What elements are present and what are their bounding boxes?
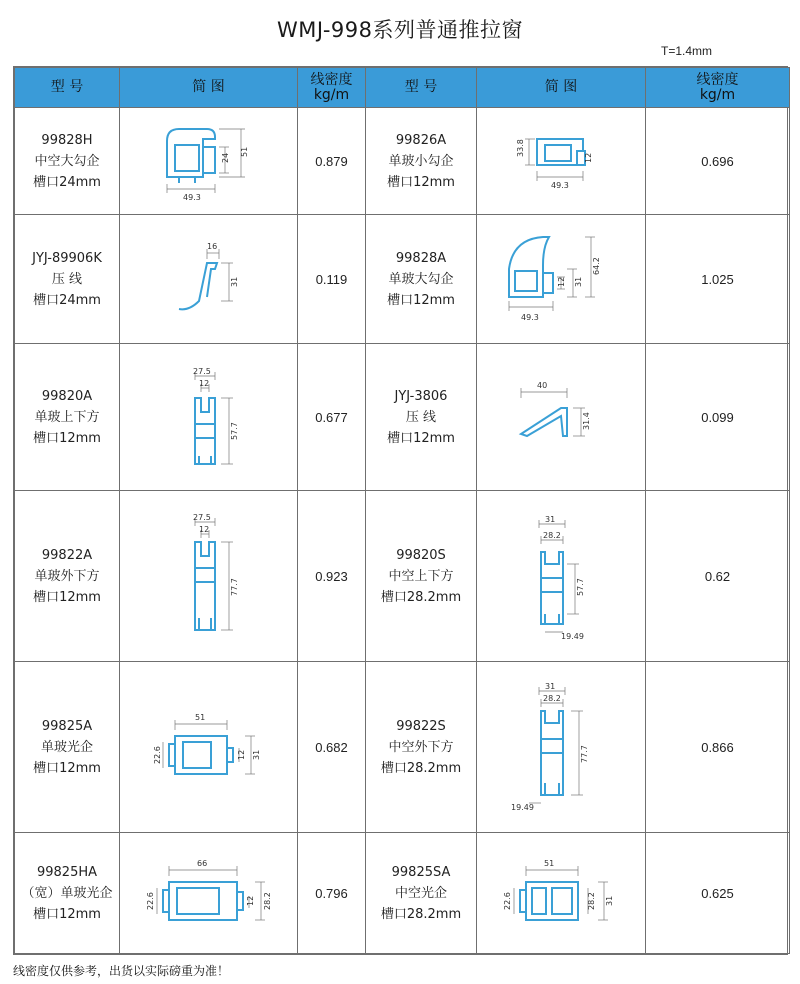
model-slot: 槽口28.2mm bbox=[380, 589, 462, 605]
dim-label: 51 bbox=[239, 147, 249, 158]
model-cell bbox=[366, 344, 477, 491]
dim-label: 12 bbox=[557, 277, 566, 288]
model-slot: 槽口24mm bbox=[33, 174, 101, 190]
dim-label: 31 bbox=[251, 750, 261, 761]
profile-drawing bbox=[477, 662, 646, 833]
model-cell bbox=[15, 344, 120, 491]
profile-99825A-drawing bbox=[149, 702, 269, 792]
model-name: 单玻小勾企 bbox=[388, 153, 454, 169]
model-code: JYJ-89906K bbox=[32, 250, 102, 266]
profile-drawing bbox=[120, 344, 298, 491]
profile-drawing bbox=[477, 108, 646, 215]
model-slot: 槽口28.2mm bbox=[380, 906, 462, 922]
profile-99828A-drawing bbox=[491, 231, 631, 327]
dim-label: 33.8 bbox=[516, 139, 525, 158]
model-code: 99820S bbox=[396, 547, 446, 563]
profile-99820S-drawing bbox=[501, 512, 621, 640]
dim-label: 12 bbox=[236, 750, 246, 761]
model-code: 99820A bbox=[41, 388, 93, 404]
table-row bbox=[15, 833, 790, 954]
dim-label: 31 bbox=[574, 277, 583, 288]
density-value: 0.923 bbox=[298, 491, 366, 662]
model-code: JYJ-3806 bbox=[394, 388, 448, 404]
footnote: 线密度仅供参考，出货以实际磅重为准！ bbox=[13, 964, 230, 978]
dim-label: 49.3 bbox=[521, 313, 539, 323]
model-slot: 槽口12mm bbox=[387, 292, 455, 308]
header-density: 线密度 kg/m bbox=[646, 68, 790, 108]
dim-label: 28.2 bbox=[262, 892, 272, 911]
dim-label: 16 bbox=[206, 242, 217, 252]
dim-label: 77.7 bbox=[229, 578, 239, 597]
dim-label: 40 bbox=[537, 381, 548, 391]
dim-label: 57.7 bbox=[229, 422, 239, 441]
dim-label: 22.6 bbox=[145, 892, 155, 911]
profile-drawing bbox=[120, 108, 298, 215]
model-name: 压 线 bbox=[51, 271, 83, 287]
header-density: 线密度 kg/m bbox=[298, 68, 366, 108]
profile-99825HA-drawing bbox=[139, 848, 279, 938]
model-name: 中空光企 bbox=[394, 885, 447, 901]
model-cell bbox=[15, 215, 120, 344]
density-value: 0.866 bbox=[646, 662, 790, 833]
dim-label: 51 bbox=[544, 859, 555, 869]
dim-label: 12 bbox=[198, 525, 209, 535]
model-name: 单玻上下方 bbox=[34, 409, 100, 425]
dim-label: 31 bbox=[545, 683, 556, 692]
profile-JYJ-3806-drawing bbox=[501, 372, 621, 462]
density-value: 0.625 bbox=[646, 833, 790, 954]
model-slot: 槽口12mm bbox=[33, 760, 101, 776]
dim-label: 22.6 bbox=[503, 892, 512, 911]
table-row bbox=[15, 491, 790, 662]
header-model: 型 号 bbox=[366, 68, 477, 108]
dim-label: 31.4 bbox=[582, 412, 591, 431]
model-cell bbox=[366, 662, 477, 833]
table-row bbox=[15, 344, 790, 491]
dim-label: 64.2 bbox=[592, 257, 601, 276]
model-cell bbox=[366, 833, 477, 954]
model-slot: 槽口12mm bbox=[387, 430, 455, 446]
dim-label: 12 bbox=[198, 379, 209, 389]
model-cell bbox=[15, 108, 120, 215]
wall-thickness-note: T=1.4mm bbox=[660, 44, 712, 58]
profile-drawing bbox=[120, 662, 298, 833]
model-code: 99822S bbox=[396, 718, 446, 734]
model-name: 中空大勾企 bbox=[34, 153, 100, 169]
density-value: 0.119 bbox=[298, 215, 366, 344]
dim-label: 19.49 bbox=[561, 632, 584, 641]
dim-label: 31 bbox=[605, 895, 614, 907]
model-cell bbox=[366, 215, 477, 344]
model-code: 99828H bbox=[41, 132, 93, 148]
model-slot: 槽口12mm bbox=[33, 906, 101, 922]
table-row bbox=[15, 108, 790, 215]
density-value: 0.682 bbox=[298, 662, 366, 833]
model-cell bbox=[15, 833, 120, 954]
model-code: 99825SA bbox=[391, 864, 451, 880]
density-value: 0.879 bbox=[298, 108, 366, 215]
dim-label: 19.49 bbox=[511, 803, 534, 812]
profile-99828H-drawing bbox=[149, 121, 269, 201]
profile-99825SA-drawing bbox=[496, 848, 626, 938]
dim-label: 57.7 bbox=[576, 578, 585, 597]
dim-label: 24 bbox=[220, 153, 230, 164]
model-code: 99822A bbox=[41, 547, 93, 563]
model-slot: 槽口28.2mm bbox=[380, 760, 462, 776]
dim-label: 77.7 bbox=[580, 745, 589, 764]
model-name: （宽）单玻光企 bbox=[21, 885, 113, 901]
dim-label: 28.2 bbox=[587, 892, 596, 911]
model-cell bbox=[15, 662, 120, 833]
model-name: 压 线 bbox=[405, 409, 437, 425]
profile-table bbox=[13, 66, 788, 955]
dim-label: 31 bbox=[545, 515, 556, 525]
dim-label: 31 bbox=[229, 277, 239, 288]
header-model: 型 号 bbox=[15, 68, 120, 108]
model-slot: 槽口12mm bbox=[387, 174, 455, 190]
model-code: 99826A bbox=[395, 132, 447, 148]
dim-label: 66 bbox=[196, 859, 207, 869]
dim-label: 12 bbox=[245, 895, 255, 907]
model-code: 99825HA bbox=[36, 864, 98, 880]
profile-drawing bbox=[120, 491, 298, 662]
model-cell bbox=[15, 491, 120, 662]
table-row bbox=[15, 662, 790, 833]
profile-drawing bbox=[477, 344, 646, 491]
model-name: 单玻大勾企 bbox=[388, 271, 454, 287]
density-value: 0.796 bbox=[298, 833, 366, 954]
dim-label: 49.3 bbox=[182, 193, 201, 202]
model-cell bbox=[366, 491, 477, 662]
model-slot: 槽口12mm bbox=[33, 430, 101, 446]
page-title: WMJ-998系列普通推拉窗 bbox=[277, 18, 523, 42]
profile-99822S-drawing bbox=[501, 683, 621, 811]
density-value: 0.696 bbox=[646, 108, 790, 215]
dim-label: 49.3 bbox=[551, 181, 569, 191]
dim-label: 27.5 bbox=[192, 513, 211, 523]
density-value: 0.62 bbox=[646, 491, 790, 662]
profile-99826A-drawing bbox=[501, 121, 621, 201]
profile-drawing bbox=[120, 833, 298, 954]
profile-drawing bbox=[477, 215, 646, 344]
model-name: 中空外下方 bbox=[388, 739, 454, 755]
dim-label: 28.2 bbox=[543, 531, 561, 541]
profile-JYJ-89906K-drawing bbox=[149, 239, 269, 319]
density-value: 0.099 bbox=[646, 344, 790, 491]
profile-99820A-drawing bbox=[149, 362, 269, 472]
header-drawing: 简 图 bbox=[477, 68, 646, 108]
density-value: 0.677 bbox=[298, 344, 366, 491]
header-drawing: 简 图 bbox=[120, 68, 298, 108]
model-name: 单玻外下方 bbox=[34, 568, 100, 584]
table-header-row bbox=[15, 68, 790, 108]
dim-label: 22.6 bbox=[152, 746, 162, 765]
profile-drawing bbox=[477, 833, 646, 954]
model-cell bbox=[366, 108, 477, 215]
table-row bbox=[15, 215, 790, 344]
model-code: 99828A bbox=[395, 250, 447, 266]
model-slot: 槽口12mm bbox=[33, 589, 101, 605]
model-slot: 槽口24mm bbox=[33, 292, 101, 308]
dim-label: 28.2 bbox=[543, 694, 561, 704]
model-name: 中空上下方 bbox=[388, 568, 454, 584]
profile-99822A-drawing bbox=[149, 512, 269, 640]
model-name: 单玻光企 bbox=[40, 739, 93, 755]
profile-drawing bbox=[120, 215, 298, 344]
dim-label: 12 bbox=[584, 153, 593, 164]
model-code: 99825A bbox=[41, 718, 93, 734]
dim-label: 27.5 bbox=[192, 367, 211, 377]
dim-label: 51 bbox=[194, 713, 205, 723]
profile-drawing bbox=[477, 491, 646, 662]
density-value: 1.025 bbox=[646, 215, 790, 344]
